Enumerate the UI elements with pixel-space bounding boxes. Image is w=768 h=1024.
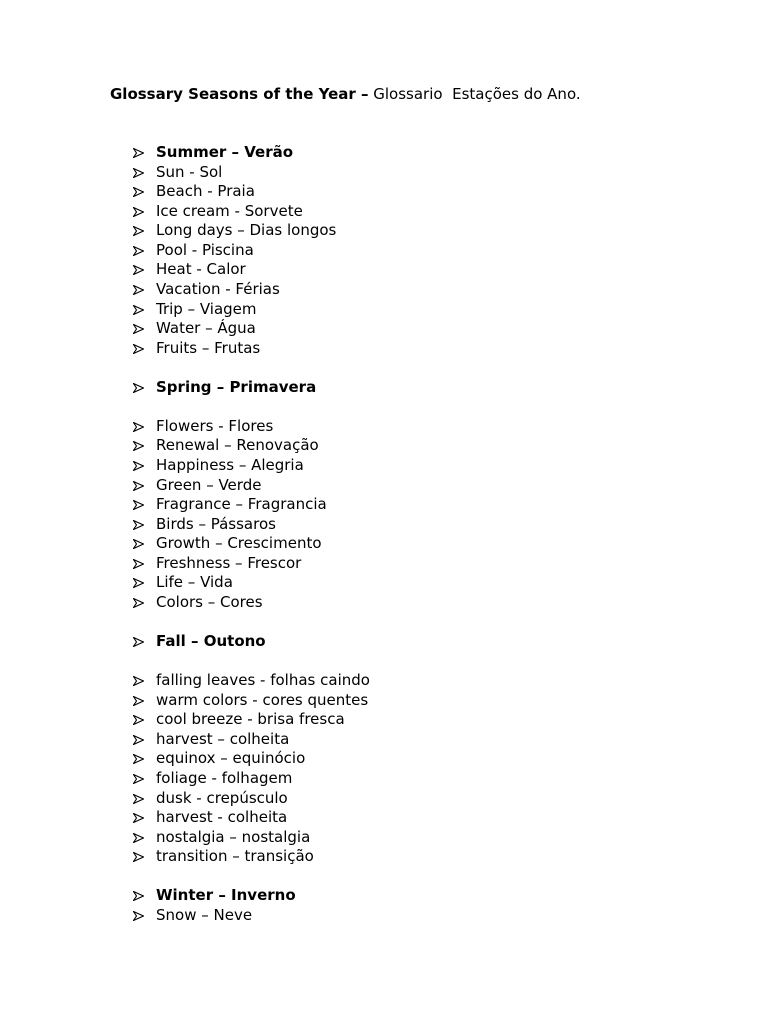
glossary-item	[133, 808, 733, 828]
glossary-item	[133, 163, 733, 183]
glossary-item-text: Vacation - Férias	[156, 279, 280, 298]
glossary-item	[133, 221, 733, 241]
arrowhead-bullet-icon	[133, 226, 144, 236]
arrowhead-bullet-icon	[133, 168, 144, 178]
arrowhead-bullet-icon	[133, 246, 144, 256]
arrowhead-bullet-icon	[133, 715, 144, 725]
glossary-item-text: equinox – equinócio	[156, 749, 306, 768]
blank-line	[133, 652, 733, 672]
glossary-item	[133, 476, 733, 496]
arrowhead-bullet-icon	[133, 422, 144, 432]
glossary-item-text: Trip – Viagem	[156, 299, 257, 318]
glossary-item	[133, 671, 733, 691]
glossary-item-text: nostalgia – nostalgia	[156, 827, 311, 846]
glossary-item-text: Fragrance – Fragrancia	[156, 495, 327, 514]
arrowhead-bullet-icon	[133, 324, 144, 334]
arrowhead-bullet-icon	[133, 305, 144, 315]
glossary-item	[133, 417, 733, 437]
section-heading	[133, 632, 733, 652]
section-heading-text: Fall – Outono	[156, 632, 266, 651]
glossary-list	[133, 143, 733, 926]
glossary-item-text: Colors – Cores	[156, 592, 263, 611]
glossary-item-text: Green – Verde	[156, 475, 262, 494]
document-title	[110, 85, 581, 104]
glossary-item-text: harvest – colheita	[156, 729, 290, 748]
arrowhead-bullet-icon	[133, 754, 144, 764]
blank-line	[133, 358, 733, 378]
glossary-item	[133, 828, 733, 848]
arrowhead-bullet-icon	[133, 344, 144, 354]
arrowhead-bullet-icon	[133, 833, 144, 843]
section-heading	[133, 886, 733, 906]
section-heading-text: Winter – Inverno	[156, 886, 296, 905]
arrowhead-bullet-icon	[133, 852, 144, 862]
section-heading-text: Spring – Primavera	[156, 377, 317, 396]
glossary-item-text: falling leaves - folhas caindo	[156, 671, 370, 690]
arrowhead-bullet-icon	[133, 500, 144, 510]
glossary-item-text: foliage - folhagem	[156, 769, 293, 787]
arrowhead-bullet-icon	[133, 598, 144, 608]
glossary-item-text: Snow – Neve	[156, 905, 253, 924]
blank-line	[133, 867, 733, 887]
glossary-item	[133, 280, 733, 300]
arrowhead-bullet-icon	[133, 441, 144, 451]
arrowhead-bullet-icon	[133, 911, 144, 921]
glossary-item-text: Renewal – Renovação	[156, 436, 319, 455]
arrowhead-bullet-icon	[133, 383, 144, 393]
arrowhead-bullet-icon	[133, 539, 144, 549]
glossary-item-text: Fruits – Frutas	[156, 338, 261, 357]
glossary-item	[133, 906, 733, 926]
glossary-item-text: Beach - Praia	[156, 182, 255, 201]
glossary-item-text: Sun - Sol	[156, 162, 223, 181]
arrowhead-bullet-icon	[133, 265, 144, 275]
glossary-item	[133, 260, 733, 280]
document-title-english: Glossary Seasons of the Year –	[110, 85, 369, 103]
arrowhead-bullet-icon	[133, 696, 144, 706]
arrowhead-bullet-icon	[133, 676, 144, 686]
glossary-item	[133, 339, 733, 359]
glossary-item	[133, 436, 733, 456]
arrowhead-bullet-icon	[133, 285, 144, 295]
glossary-item-text: Water – Água	[156, 319, 256, 338]
arrowhead-bullet-icon	[133, 481, 144, 491]
glossary-item	[133, 730, 733, 750]
section-heading	[133, 378, 733, 398]
glossary-item-text: dusk - crepúsculo	[156, 788, 288, 807]
glossary-item-text: warm colors - cores quentes	[156, 690, 369, 709]
glossary-item-text: harvest - colheita	[156, 808, 288, 827]
glossary-item	[133, 749, 733, 769]
arrowhead-bullet-icon	[133, 774, 144, 784]
glossary-item-text: Birds – Pássaros	[156, 514, 276, 533]
glossary-item-text: Flowers - Flores	[156, 416, 274, 435]
glossary-item	[133, 495, 733, 515]
arrowhead-bullet-icon	[133, 794, 144, 804]
section-heading	[133, 143, 733, 163]
arrowhead-bullet-icon	[133, 187, 144, 197]
arrowhead-bullet-icon	[133, 578, 144, 588]
glossary-item-text: Growth – Crescimento	[156, 534, 322, 553]
glossary-item	[133, 456, 733, 476]
glossary-item-text: Long days – Dias longos	[156, 221, 337, 240]
glossary-item	[133, 593, 733, 613]
glossary-item	[133, 182, 733, 202]
glossary-item	[133, 300, 733, 320]
glossary-item	[133, 241, 733, 261]
arrowhead-bullet-icon	[133, 813, 144, 823]
arrowhead-bullet-icon	[133, 891, 144, 901]
arrowhead-bullet-icon	[133, 735, 144, 745]
arrowhead-bullet-icon	[133, 148, 144, 158]
glossary-item	[133, 202, 733, 222]
document-title-portuguese: Glossario Estações do Ano.	[368, 85, 581, 103]
glossary-item-text: Happiness – Alegria	[156, 456, 304, 474]
arrowhead-bullet-icon	[133, 637, 144, 647]
glossary-item	[133, 534, 733, 554]
arrowhead-bullet-icon	[133, 207, 144, 217]
glossary-item	[133, 847, 733, 867]
glossary-item-text: Ice cream - Sorvete	[156, 201, 303, 220]
glossary-item-text: cool breeze - brisa fresca	[156, 710, 345, 729]
arrowhead-bullet-icon	[133, 520, 144, 530]
glossary-item-text: transition – transição	[156, 847, 314, 866]
glossary-item	[133, 319, 733, 339]
glossary-item-text: Heat - Calor	[156, 260, 246, 279]
glossary-item	[133, 769, 733, 789]
section-heading-text: Summer – Verão	[156, 143, 294, 161]
glossary-item	[133, 710, 733, 730]
glossary-item	[133, 789, 733, 809]
glossary-item	[133, 515, 733, 535]
glossary-item-text: Freshness – Frescor	[156, 553, 302, 572]
glossary-item-text: Life – Vida	[156, 573, 233, 592]
arrowhead-bullet-icon	[133, 461, 144, 471]
blank-line	[133, 613, 733, 633]
glossary-item	[133, 691, 733, 711]
glossary-item	[133, 573, 733, 593]
glossary-item	[133, 554, 733, 574]
glossary-item-text: Pool - Piscina	[156, 240, 254, 259]
blank-line	[133, 397, 733, 417]
arrowhead-bullet-icon	[133, 559, 144, 569]
